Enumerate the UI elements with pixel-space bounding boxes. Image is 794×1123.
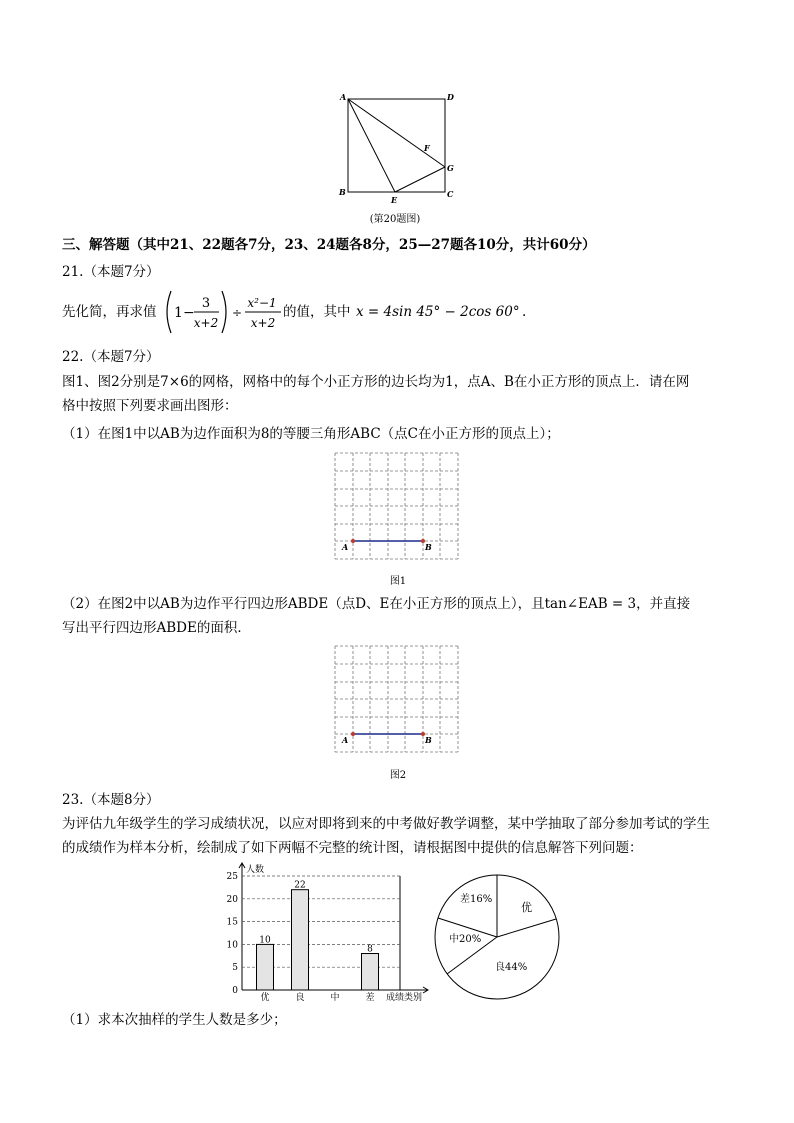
bar xyxy=(257,944,274,990)
pie-label-zhong: 中20% xyxy=(449,934,482,945)
label-c: C xyxy=(447,189,454,199)
q21-number: 21.（本题7分） xyxy=(62,264,160,280)
q21-text: 先化简，再求值 xyxy=(62,304,157,320)
frac1-num: 3 xyxy=(201,296,211,311)
q21-minus: − xyxy=(183,305,195,321)
label-a: A xyxy=(340,92,347,102)
grid-fig2 xyxy=(330,643,465,758)
q21-one: 1 xyxy=(174,305,183,321)
bar-chart xyxy=(225,862,435,1002)
label-e: E xyxy=(391,195,398,205)
point-a-fig2 xyxy=(351,732,355,736)
square-abcd xyxy=(348,99,445,192)
bar-data-label: 10 xyxy=(259,935,271,946)
q22-part1: （1）在图1中以AB为边作面积为8的等腰三角形ABC（点C在小正方形的顶点上）； xyxy=(62,426,560,442)
q22-intro-line2: 格中按照下列要求画出图形： xyxy=(62,398,238,414)
y-axis-title: 人数 xyxy=(246,865,265,875)
pie-label-liang: 良44% xyxy=(495,962,528,973)
q21-text-mid: 的值，其中 xyxy=(283,304,351,320)
q21-end: . xyxy=(522,304,527,320)
q22-intro-line1: 图1、图2分别是7×6的网格，网格中的每个小正方形的边长均为1，点A、B在小正方形的顶点上．请在网 xyxy=(62,374,690,390)
label-a-fig2: A xyxy=(342,735,349,745)
bar xyxy=(362,954,379,990)
frac2-den: x+2 xyxy=(250,316,276,330)
pie-chart xyxy=(433,872,563,1002)
q21-condition: x = 4sin 45° − 2cos 60° xyxy=(356,304,520,320)
label-a-fig1: A xyxy=(342,542,349,552)
x-axis-title: 成绩类别 xyxy=(386,993,423,1002)
y-tick-label: 5 xyxy=(232,963,238,974)
y-tick-label: 25 xyxy=(226,872,238,882)
x-tick-label: 差 xyxy=(365,993,375,1002)
fig2-caption: 图2 xyxy=(389,770,407,781)
label-b-fig2: B xyxy=(425,735,432,745)
q21-div: ÷ xyxy=(232,306,243,320)
pie-label-you: 优 xyxy=(521,901,532,914)
label-d: D xyxy=(447,92,454,102)
segment-eg xyxy=(395,167,445,192)
q21-expression xyxy=(163,289,293,335)
frac2-num: x²−1 xyxy=(247,296,277,310)
segment-ae xyxy=(348,99,395,192)
q22-part2-line1: （2）在图2中以AB为边作平行四边形ABDE（点D、E在小正方形的顶点上），且tan∠EAB = 3，并直接 xyxy=(62,596,691,612)
bar-data-label: 22 xyxy=(294,880,306,891)
pie-label-cha: 差16% xyxy=(460,894,493,905)
label-b: B xyxy=(339,187,346,197)
fig20-diagram xyxy=(330,88,460,206)
x-tick-label: 中 xyxy=(330,993,340,1002)
q23-intro-line2: 的成绩作为样本分析，绘制成了如下两幅不完整的统计图，请根据图中提供的信息解答下列问题： xyxy=(62,840,643,856)
label-f: F xyxy=(424,143,430,153)
q22-number: 22.（本题7分） xyxy=(62,349,160,365)
segment-ag xyxy=(348,99,445,167)
x-tick-label: 优 xyxy=(260,993,270,1002)
section-heading: 三、解答题（其中21、22题各7分，23、24题各8分，25—27题各10分，共计60分） xyxy=(62,237,596,253)
bar-data-label: 8 xyxy=(367,944,373,955)
right-paren xyxy=(222,291,226,333)
bar xyxy=(292,890,309,990)
y-tick-label: 20 xyxy=(226,894,238,905)
y-tick-label: 0 xyxy=(232,986,238,996)
label-b-fig1: B xyxy=(425,542,432,552)
left-paren xyxy=(167,291,171,333)
y-tick-label: 15 xyxy=(226,917,238,928)
grid-fig1 xyxy=(330,450,465,565)
q22-part2-line2: 写出平行四边形ABDE的面积． xyxy=(62,620,251,636)
fig20-caption: (第20题图) xyxy=(369,214,421,225)
q23-part1: （1）求本次抽样的学生人数是多少； xyxy=(62,1012,287,1028)
fig1-caption: 图1 xyxy=(389,576,407,587)
q23-intro-line1: 为评估九年级学生的学习成绩状况，以应对即将到来的中考做好教学调整，某中学抽取了部分参加考试的学生 xyxy=(62,816,710,832)
label-g: G xyxy=(447,163,454,173)
q23-number: 23.（本题8分） xyxy=(62,792,160,808)
point-a-fig1 xyxy=(351,539,355,543)
frac1-den: x+2 xyxy=(193,316,219,330)
x-tick-label: 良 xyxy=(295,993,305,1002)
y-tick-label: 10 xyxy=(226,940,238,951)
